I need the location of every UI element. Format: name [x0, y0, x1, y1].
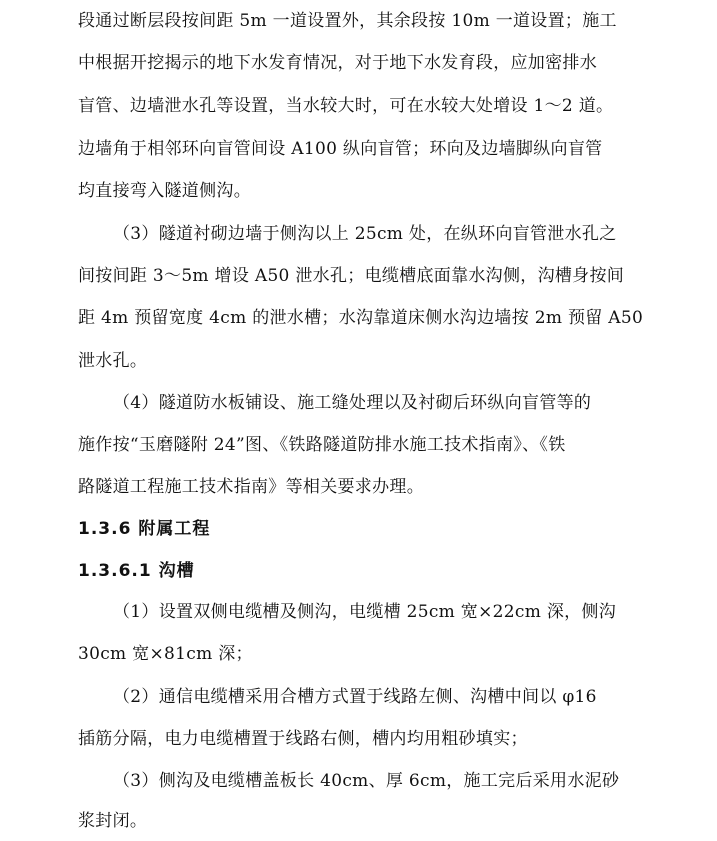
list-item-line: （3）侧沟及电缆槽盖板长 40cm、厚 6cm，施工完后采用水泥砂: [113, 771, 620, 791]
text-line: 均直接弯入隧道侧沟。: [78, 181, 251, 201]
text-line: 中根据开挖揭示的地下水发育情况，对于地下水发育段，应加密排水: [78, 53, 597, 73]
subsection-heading: 1.3.6.1 沟槽: [78, 561, 195, 581]
text-line: （3）隧道衬砌边墙于侧沟以上 25cm 处，在纵环向盲管泄水孔之: [113, 224, 617, 244]
text-line: 施作按“玉磨隧附 24”图、《铁路隧道防排水施工技术指南》、《铁: [78, 435, 566, 455]
text-line: （4）隧道防水板铺设、施工缝处理以及衬砌后环纵向盲管等的: [113, 393, 592, 413]
list-item-line: （1）设置双侧电缆槽及侧沟，电缆槽 25cm 宽×22cm 深，侧沟: [113, 602, 617, 622]
section-heading: 1.3.6 附属工程: [78, 519, 211, 539]
text-line: 距 4m 预留宽度 4cm 的泄水槽；水沟靠道床侧水沟边墙按 2m 预留 A50: [78, 308, 644, 328]
text-line: 边墙角于相邻环向盲管间设 A100 纵向盲管；环向及边墙脚纵向盲管: [78, 139, 603, 159]
list-item-line: 插筋分隔，电力电缆槽置于线路右侧，槽内均用粗砂填实；: [78, 729, 528, 749]
text-line: 间按间距 3～5m 增设 A50 泄水孔；电缆槽底面靠水沟侧，沟槽身按间: [78, 266, 625, 286]
text-line: 盲管、边墙泄水孔等设置，当水较大时，可在水较大处增设 1～2 道。: [78, 96, 614, 116]
list-item-line: 浆封闭。: [78, 811, 148, 831]
text-line: 泄水孔。: [78, 351, 148, 371]
list-item-line: 30cm 宽×81cm 深；: [78, 644, 253, 664]
list-item-line: （2）通信电缆槽采用合槽方式置于线路左侧、沟槽中间以 φ16: [113, 687, 597, 707]
text-line: 段通过断层段按间距 5m 一道设置外，其余段按 10m 一道设置；施工: [78, 11, 617, 31]
text-line: 路隧道工程施工技术指南》等相关要求办理。: [78, 477, 424, 497]
